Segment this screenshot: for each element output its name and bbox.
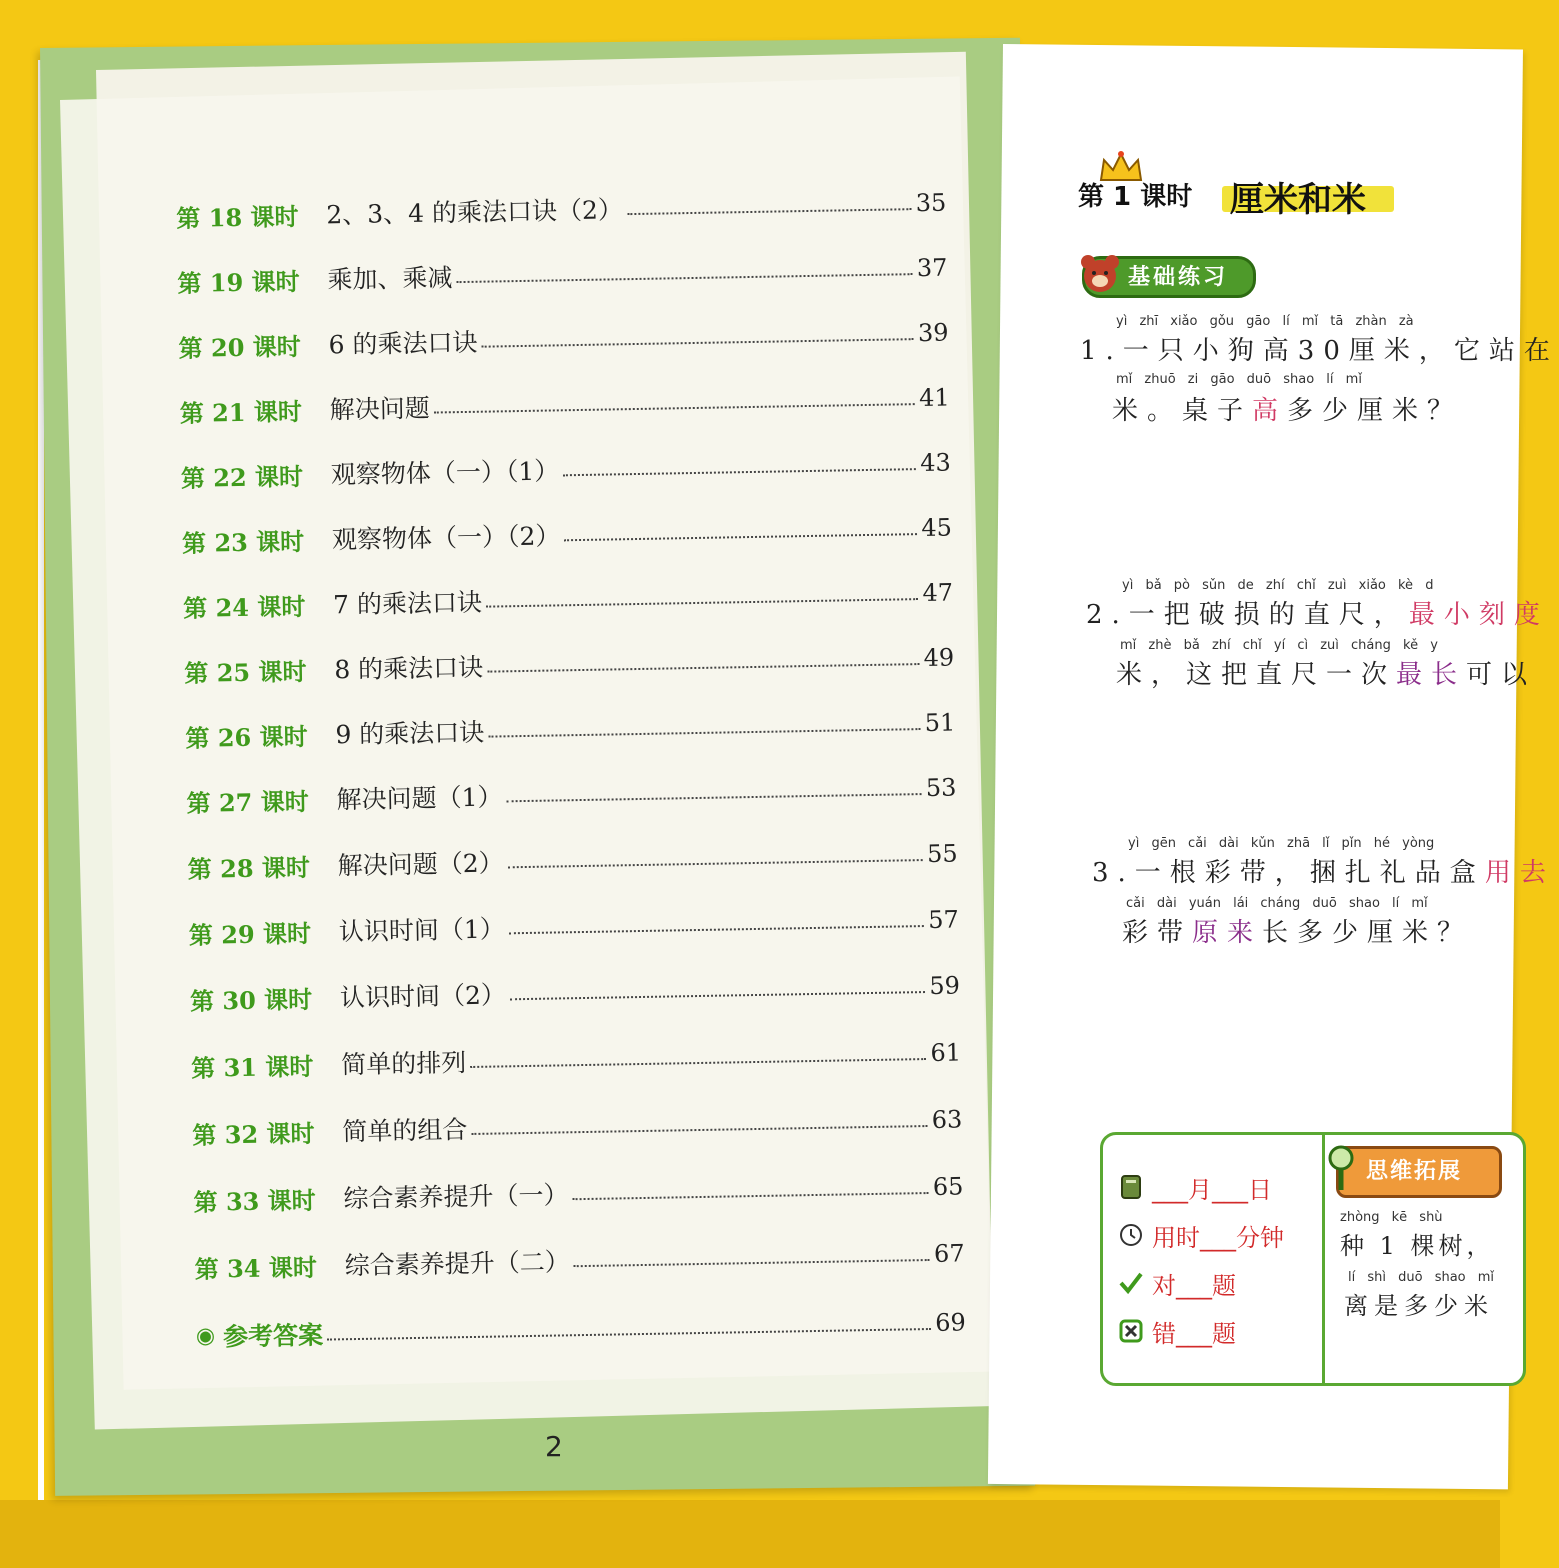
- toc-page-number: 59: [929, 971, 961, 1000]
- question-text-part: 米。桌子: [1112, 396, 1253, 426]
- toc-lesson-number: 第 33 课时: [193, 1185, 316, 1217]
- toc-lesson-title: 9 的乘法口诀: [335, 717, 485, 750]
- toc-leader-dots: [487, 662, 920, 673]
- clock-icon: [1118, 1222, 1144, 1248]
- toc-page-number: 35: [915, 188, 947, 218]
- lesson-label: 第 1 课时: [1078, 182, 1193, 212]
- question-text: [1086, 594, 1549, 631]
- wrong-count-field: 错___题: [1152, 1320, 1236, 1348]
- toc-lesson-number: 第 18 课时: [176, 201, 299, 233]
- toc-row: [185, 702, 956, 755]
- toc-row: [179, 378, 950, 431]
- question-text: [1116, 654, 1536, 691]
- table-of-contents: [176, 183, 966, 1376]
- toc-page-number: 45: [921, 513, 953, 543]
- toc-page-number: 57: [927, 905, 959, 934]
- toc-row: [190, 965, 961, 1018]
- toc-page-number: 65: [932, 1172, 964, 1201]
- toc-page-number: 55: [926, 839, 958, 868]
- toc-page-number: 51: [924, 708, 956, 738]
- extension-label: 思维拓展: [1366, 1159, 1463, 1184]
- date-field: ___月___日: [1152, 1176, 1272, 1204]
- highlight-word: 最小刻度: [1408, 600, 1549, 630]
- toc-lesson-number: 第 22 课时: [180, 461, 304, 493]
- toc-lesson-title: 观察物体（一）（2）: [331, 521, 561, 555]
- toc-leader-dots: [434, 402, 915, 413]
- toc-lesson-title: 解决问题（1）: [336, 782, 503, 815]
- toc-leader-dots: [564, 532, 917, 541]
- toc-lesson-number: 第 32 课时: [192, 1118, 315, 1150]
- toc-lesson-title: 观察物体（一）（1）: [330, 456, 560, 490]
- toc-lesson-title: 认识时间（1）: [338, 914, 506, 947]
- toc-lesson-number: 第 27 课时: [186, 786, 309, 818]
- notebook-icon: [1118, 1174, 1144, 1200]
- toc-row: [187, 833, 958, 886]
- time-field: 用时___分钟: [1152, 1224, 1284, 1252]
- toc-leader-dots: [471, 1124, 927, 1135]
- question-text-part: 3.一根彩带，捆扎礼品盒: [1092, 858, 1485, 888]
- toc-lesson-number: 第 34 课时: [194, 1252, 318, 1284]
- pinyin-line: yì gēn cǎi dài kǔn zhā lǐ pǐn hé yòng: [1128, 836, 1435, 851]
- toc-page-number: 63: [931, 1105, 963, 1134]
- toc-lesson-title: 7 的乘法口诀: [332, 587, 483, 620]
- toc-lesson-title: 简单的排列: [340, 1048, 467, 1080]
- extension-text: 种 1 棵树，: [1340, 1232, 1495, 1260]
- toc-page-number: 47: [922, 578, 954, 608]
- toc-leader-dots: [574, 1258, 930, 1267]
- toc-page-number: 49: [923, 643, 955, 673]
- toc-row: [177, 248, 948, 301]
- magnifier-icon: [1326, 1144, 1360, 1194]
- toc-page-number: 39: [917, 318, 949, 348]
- toc-lesson-number: 第 20 课时: [178, 331, 301, 363]
- question-text-part: 2.一把破损的直尺，: [1086, 600, 1409, 630]
- toc-lesson-title: 解决问题: [329, 393, 431, 425]
- toc-page-number: 53: [925, 773, 957, 803]
- toc-row: [193, 1166, 964, 1219]
- toc-leader-dots: [573, 1191, 929, 1200]
- highlight-word: 用去: [1484, 858, 1555, 888]
- toc-leader-dots: [510, 990, 926, 1000]
- question-text-part: 米，这把直尺一次: [1116, 660, 1397, 690]
- pinyin-line: cǎi dài yuán lái cháng duō shao lí mǐ: [1126, 896, 1428, 911]
- toc-leader-dots: [509, 924, 925, 934]
- cross-icon: [1118, 1318, 1144, 1344]
- toc-lesson-number: 第 25 课时: [184, 656, 307, 688]
- toc-lesson-title: 8 的乘法口诀: [334, 652, 484, 685]
- toc-row: [178, 313, 949, 366]
- toc-leader-dots: [506, 792, 922, 802]
- toc-lesson-number: 第 30 课时: [189, 984, 313, 1016]
- stats-divider: [1322, 1132, 1325, 1384]
- toc-lesson-title: 2、3、4 的乘法口诀（2）: [326, 195, 624, 230]
- toc-lesson-title: 综合素养提升（一）: [343, 1180, 569, 1214]
- toc-page-number: 61: [930, 1038, 962, 1067]
- question-text: [1092, 852, 1555, 889]
- toc-row: [189, 899, 960, 952]
- toc-page-number: 41: [918, 383, 950, 413]
- toc-row: [194, 1233, 965, 1286]
- highlight-word: 最长: [1396, 660, 1467, 690]
- question-text: [1122, 912, 1472, 949]
- toc-page-number: 43: [919, 448, 952, 478]
- toc-leader-dots: [481, 337, 914, 348]
- toc-leader-dots: [470, 1057, 926, 1068]
- toc-row: [182, 508, 953, 561]
- toc-lesson-number: 第 26 课时: [185, 721, 308, 753]
- toc-lesson-title: 简单的组合: [342, 1115, 468, 1147]
- question-text: 1.一只小狗高30厘米，它站在: [1080, 336, 1559, 366]
- toc-lesson-title: 解决问题（2）: [337, 848, 504, 881]
- toc-page-number: 69: [934, 1308, 967, 1337]
- checkmark-icon: [1118, 1270, 1144, 1296]
- question-text-part: 长多少厘米？: [1262, 918, 1473, 948]
- toc-lesson-title: 乘加、乘减: [327, 263, 453, 295]
- toc-row: [181, 443, 952, 496]
- table-surface: [0, 1500, 1500, 1568]
- pinyin-line: lí shì duō shao mǐ: [1348, 1270, 1495, 1285]
- pinyin-line: yì bǎ pò sǔn de zhí chǐ zuì xiǎo kè d: [1122, 578, 1434, 593]
- extension-text: 离是多少米: [1344, 1292, 1494, 1320]
- toc-lesson-number: 第 21 课时: [179, 396, 303, 428]
- toc-lesson-title: 认识时间（2）: [339, 980, 507, 1013]
- toc-leader-dots: [488, 727, 921, 738]
- toc-lesson-number: 第 19 课时: [177, 266, 300, 298]
- toc-leader-dots: [627, 207, 912, 215]
- question-text: [1112, 390, 1462, 427]
- highlight-word: 原来: [1192, 918, 1263, 948]
- question-text-part: 彩带: [1122, 918, 1193, 948]
- toc-row: [183, 573, 954, 626]
- section-label: 基础练习: [1128, 265, 1229, 290]
- toc-lesson-number: 第 31 课时: [190, 1051, 314, 1083]
- answers-label: 参考答案: [222, 1320, 324, 1352]
- toc-leader-dots: [508, 858, 924, 868]
- toc-lesson-number: 第 24 课时: [182, 591, 306, 623]
- pinyin-line: zhòng kē shù: [1340, 1210, 1443, 1225]
- target-icon: ◉: [195, 1322, 216, 1349]
- toc-page-number: 37: [916, 253, 948, 283]
- page-number: 2: [545, 1430, 563, 1463]
- toc-page-number: 67: [933, 1239, 965, 1268]
- question-text-part: 多少厘米？: [1287, 396, 1463, 426]
- bear-icon: [1078, 252, 1122, 296]
- pinyin-line: mǐ zhuō zi gāo duō shao lí mǐ: [1116, 372, 1362, 387]
- toc-leader-dots: [457, 272, 913, 283]
- toc-row: [184, 637, 955, 690]
- pinyin-line: yì zhī xiǎo gǒu gāo lí mǐ tā zhàn zà: [1116, 314, 1414, 329]
- lesson-title: 厘米和米: [1230, 180, 1366, 220]
- toc-lesson-title: 综合素养提升（二）: [344, 1247, 570, 1281]
- toc-lesson-number: 第 28 课时: [187, 852, 311, 884]
- highlight-word: 高: [1252, 396, 1288, 426]
- toc-leader-dots: [486, 597, 919, 608]
- question-text-part: 可以: [1466, 660, 1537, 690]
- toc-leader-dots: [563, 467, 916, 476]
- toc-row: [186, 767, 957, 820]
- toc-lesson-title: 6 的乘法口诀: [328, 327, 478, 360]
- toc-leader-dots: [327, 1326, 931, 1340]
- pinyin-line: mǐ zhè bǎ zhí chǐ yí cì zuì cháng kě y: [1120, 638, 1438, 653]
- correct-count-field: 对___题: [1152, 1272, 1236, 1300]
- toc-lesson-number: 第 23 课时: [181, 526, 305, 558]
- toc-row-answers: [196, 1302, 967, 1355]
- toc-row: [192, 1099, 963, 1152]
- toc-row: [191, 1032, 962, 1085]
- toc-lesson-number: 第 29 课时: [188, 918, 312, 950]
